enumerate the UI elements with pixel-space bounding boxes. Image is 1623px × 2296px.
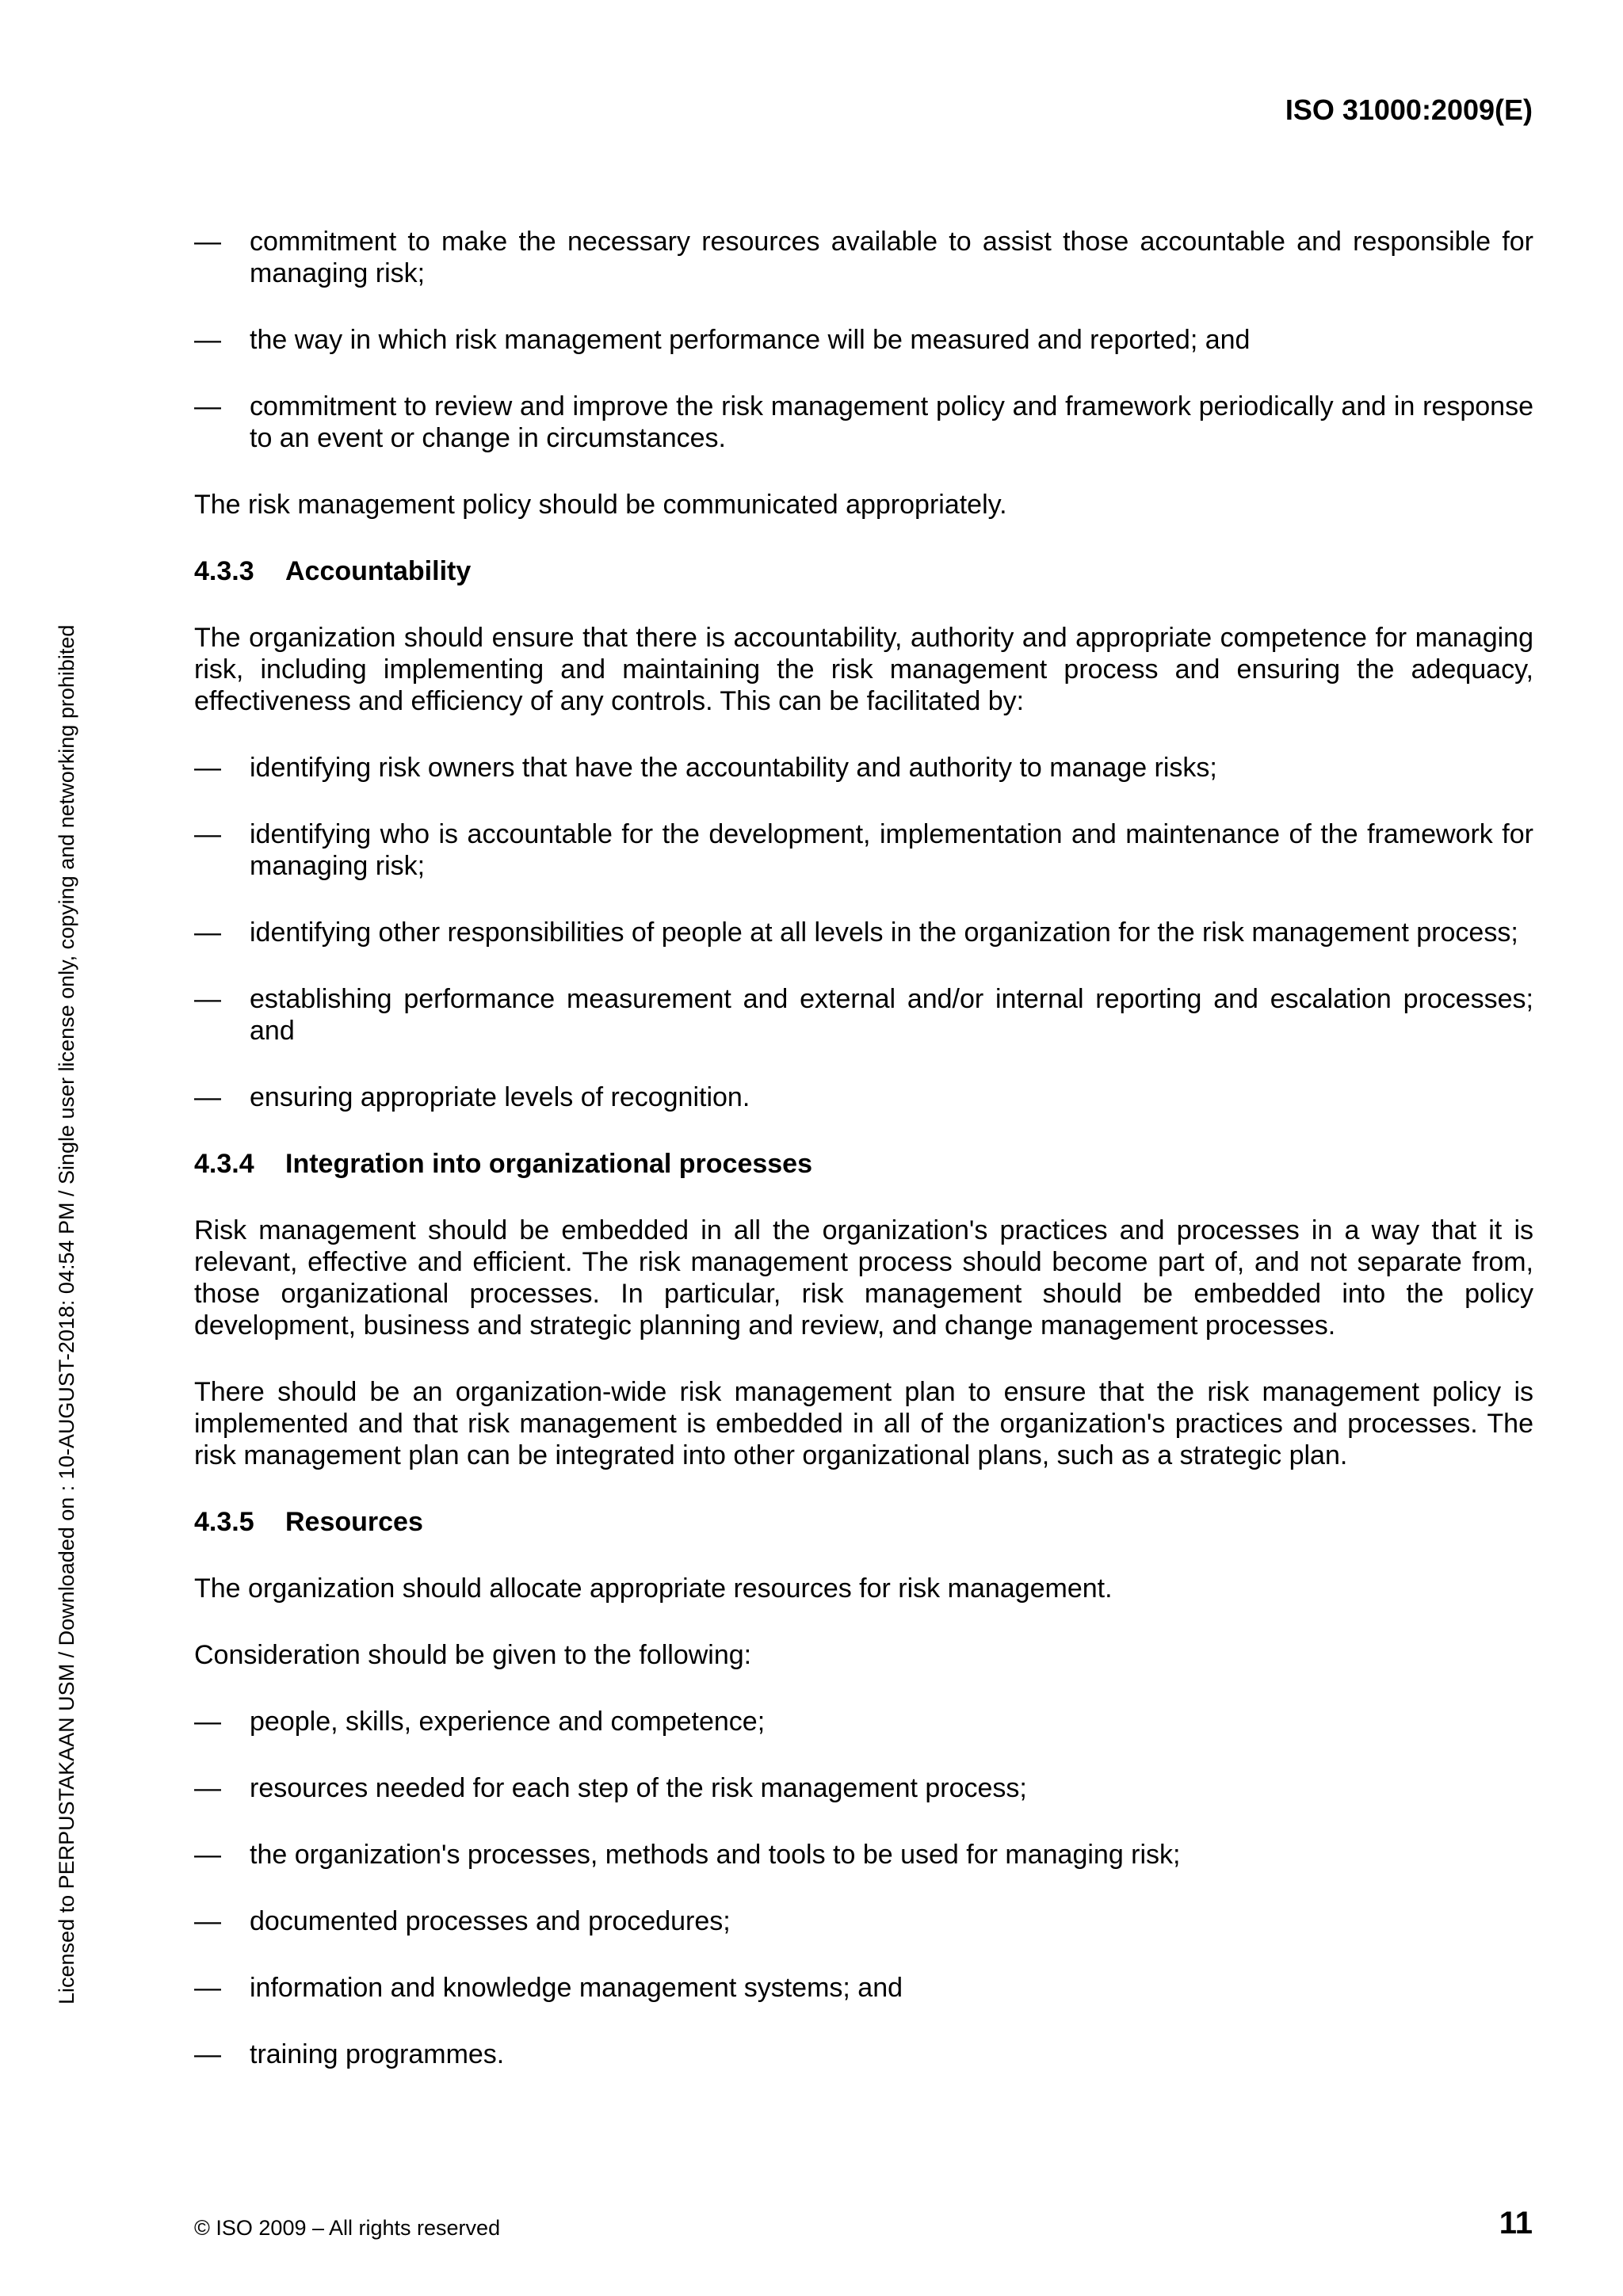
list-item: — training programmes. [194,2039,505,2069]
list-item: — people, skills, experience and competence; [194,1707,766,1737]
list-item: — establishing performance measurement and external and/or internal reporting and escalation processes; and [194,984,1533,1046]
resources-list [194,1706,1533,2070]
list-item: — identifying other responsibilities of people at all levels in the organization for the risk management process; [194,917,1518,948]
page-content [194,226,1533,2105]
dash-bullet: — [194,984,221,1014]
accountability-list [194,752,1533,1113]
section-heading-integration [194,1148,1533,1180]
policy-paragraph: The risk management policy should be communicated appropriately. [194,490,1007,520]
page-number: 11 [1499,2206,1533,2241]
dash-bullet: — [194,917,221,948]
policy-list [194,226,1533,454]
list-item: — the way in which risk management performance will be measured and reported; and [194,325,1251,355]
section-number: 4.3.4 [194,1149,254,1179]
section-heading-resources [194,1506,1533,1538]
list-item: — information and knowledge management systems; and [194,1973,903,2003]
dash-bullet: — [194,325,221,355]
resources-paragraph-2: Consideration should be given to the following: [194,1640,752,1670]
list-item: — identifying who is accountable for the development, implementation and maintenance of the framework for managing risk; [194,819,1533,881]
list-item: — commitment to review and improve the risk management policy and framework periodically and in response to an event or change in circumstances. [194,391,1533,453]
document-id: ISO 31000:2009(E) [1285,93,1533,126]
list-item: — resources needed for each step of the risk management process; [194,1773,1027,1803]
section-number: 4.3.5 [194,1507,254,1537]
dash-bullet: — [194,2039,221,2069]
list-item: — ensuring appropriate levels of recognition. [194,1082,750,1112]
dash-bullet: — [194,819,221,849]
dash-bullet: — [194,1906,221,1936]
dash-bullet: — [194,1973,221,2003]
dash-bullet: — [194,1082,221,1112]
section-title: Resources [285,1507,423,1537]
license-watermark: Licensed to PERPUSTAKAAN USM / Downloaded on : 10-AUGUST-2018: 04:54 PM / Single user license only, copying and networking prohibited [55,624,78,2004]
list-item: — documented processes and procedures; [194,1906,731,1936]
list-item: — the organization's processes, methods and tools to be used for managing risk; [194,1840,1181,1870]
section-title: Integration into organizational processes [285,1149,812,1179]
dash-bullet: — [194,753,221,783]
integration-paragraph-2: There should be an organization-wide risk management plan to ensure that the risk management policy is implemented and that risk management is embedded in all of the organization's practices and processes. The risk management plan can be integrated into other organizational plans, such as a strategic plan. [194,1377,1533,1470]
section-heading-accountability [194,555,1533,587]
copyright-notice: © ISO 2009 – All rights reserved [194,2216,501,2240]
section-number: 4.3.3 [194,556,254,586]
list-item: — identifying risk owners that have the accountability and authority to manage risks; [194,753,1217,783]
dash-bullet: — [194,1773,221,1803]
dash-bullet: — [194,391,221,421]
list-item: — commitment to make the necessary resources available to assist those accountable and responsible for managing risk; [194,227,1533,288]
dash-bullet: — [194,1707,221,1737]
section-title: Accountability [285,556,472,586]
dash-bullet: — [194,1840,221,1870]
integration-paragraph-1: Risk management should be embedded in all the organization's practices and processes in a way that it is relevant, effective and efficient. The risk management process should become part of, and not separate from, those organizational processes. In particular, risk management should be embedded into the policy development, business and strategic planning and review, and change management processes. [194,1215,1533,1341]
accountability-paragraph: The organization should ensure that there is accountability, authority and appropriate competence for managing risk, including implementing and maintaining the risk management process and ensuring the adequacy, effectiveness and efficiency of any controls. This can be facilitated by: [194,623,1533,716]
dash-bullet: — [194,227,221,257]
resources-paragraph-1: The organization should allocate appropriate resources for risk management. [194,1573,1113,1604]
